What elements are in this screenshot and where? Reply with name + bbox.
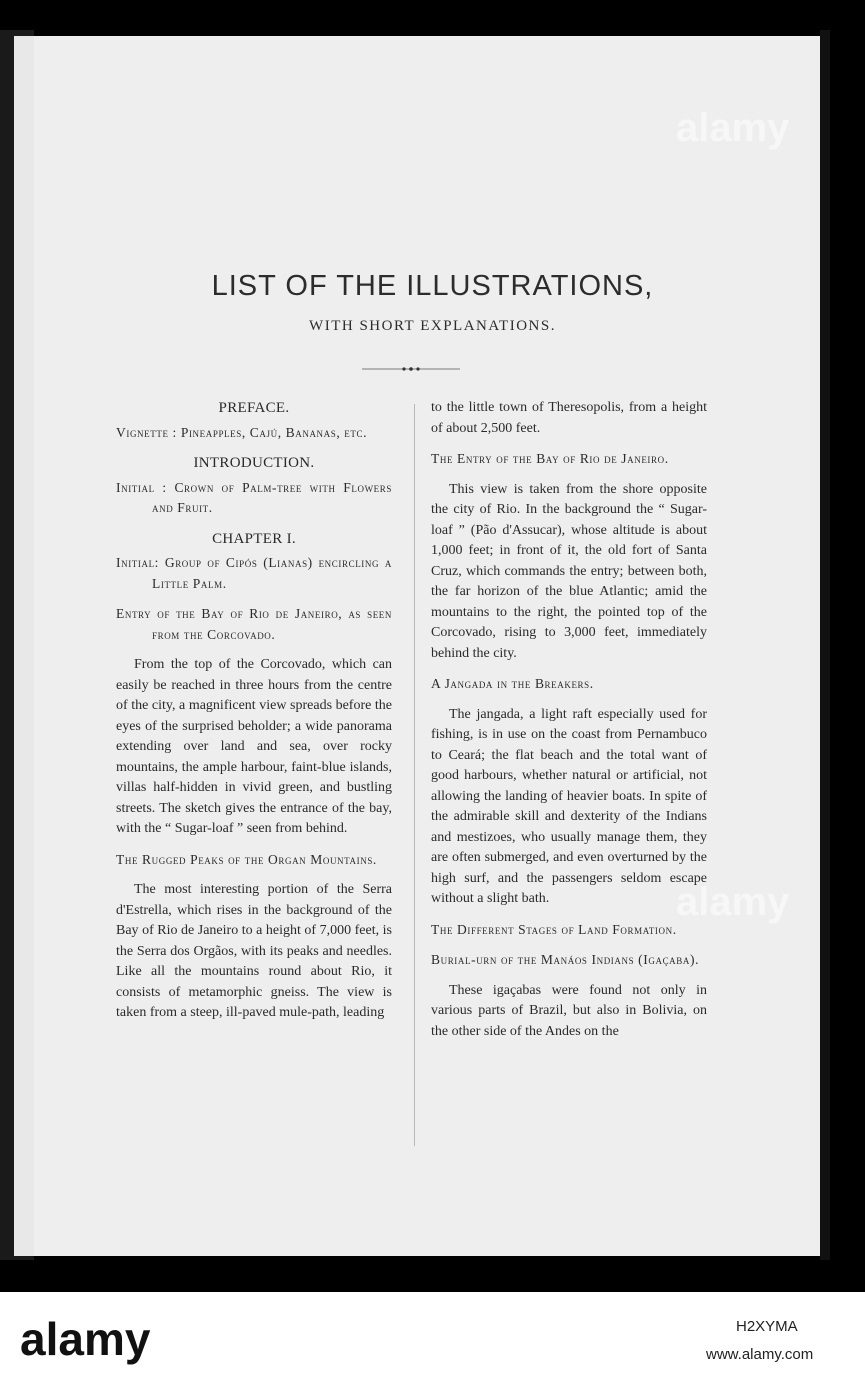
- facing-page-edge: [14, 36, 34, 1256]
- watermark: alamy: [676, 106, 790, 150]
- jangada-caption: A Jangada in the Breakers.: [431, 676, 594, 691]
- chapter-heading: CHAPTER I.: [212, 530, 296, 547]
- book-cover-edge: [820, 30, 830, 1260]
- alamy-logo: alamy: [20, 1313, 151, 1365]
- introduction-caption: Initial : Crown of Palm-tree with Flowers and Fruit.: [116, 479, 392, 515]
- page-title: LIST OF THE ILLUSTRATIONS,: [211, 270, 654, 302]
- site-url: www.alamy.com: [706, 1346, 814, 1363]
- chapter-caption: Initial: Group of Cipós (Lianas) encircling a Little Palm.: [116, 555, 392, 591]
- introduction-heading: INTRODUCTION.: [193, 455, 315, 471]
- peaks-paragraph: The most interesting portion of the Serra d'Estrella, which rises in the background of the Bay of Rio de Janeiro to a height of 7,000 feet, is the Serra dos Orgãos, with its peaks and needles. Like all the mountains round about Rio, it consists of metamorphic gneiss. The view is taken from a steep, ill-paved mule-path, leading: [116, 882, 392, 1020]
- left-column: [116, 398, 392, 1034]
- bay-caption: The Entry of the Bay of Rio de Janeiro.: [431, 451, 669, 466]
- entry-paragraph: From the top of the Corcovado, which can easily be reached in three hours from the centre of the city, a magnificent view spreads before the eyes of the surprised beholder; a wide panorama extending over land and sea, over rocky mountains, the ample harbour, faint-blue islands, villas half-hidden in vivid green, and bustling streets. The sketch gives the entrance of the bay, with the “ Sugar-loaf ” seen from behind.: [116, 657, 392, 836]
- preface-heading: PREFACE.: [218, 400, 290, 416]
- preface-caption: Vignette : Pineapples, Cajú, Bananas, etc.: [116, 424, 368, 440]
- jangada-paragraph: The jangada, a light raft especially used for fishing, is in use on the coast from Pernambuco to Ceará; the flat beach and the total want of good harbours, whether natural or artificial, not allowing the landing of heavier boats. In spite of the admirable skill and dexterity of the Indians and mestizoes, who usually manage them, they are often submerged, and even overturned by the high surf, and the passengers seldom escape without a slight bath.: [431, 706, 707, 906]
- ornament-divider: [362, 367, 460, 371]
- image-id: H2XYMA: [736, 1318, 798, 1335]
- column-divider: [414, 404, 415, 1146]
- entry-caption: Entry of the Bay of Rio de Janeiro, as seen from the Corcovado.: [116, 606, 392, 642]
- stages-caption: The Different Stages of Land Formation.: [431, 921, 677, 937]
- urn-paragraph: These igaçabas were found not only in various parts of Brazil, but also in Bolivia, on the other side of the Andes on the: [431, 982, 707, 1039]
- urn-caption: Burial-urn of the Manáos Indians (Igaçaba).: [431, 952, 700, 967]
- peaks-caption: The Rugged Peaks of the Organ Mountains.: [116, 851, 377, 867]
- page-subtitle: WITH SHORT EXPLANATIONS.: [309, 318, 556, 334]
- watermark: alamy: [676, 880, 790, 924]
- bay-paragraph: This view is taken from the shore opposite the city of Rio. In the background the “ Sugar-loaf ” (Pão d'Assucar), whose altitude is about 1,000 feet; in front of it, the old fort of Santa Cruz, which commands the entry; between both, the far horizon of the blue Atlantic; amid the mountains to the right, the pointed top of the Corcovado, rising to 3,000 feet, immediately behind the city.: [431, 481, 707, 661]
- continuation-paragraph: to the little town of Theresopolis, from a height of about 2,500 feet.: [431, 400, 707, 436]
- right-column: [431, 398, 707, 1052]
